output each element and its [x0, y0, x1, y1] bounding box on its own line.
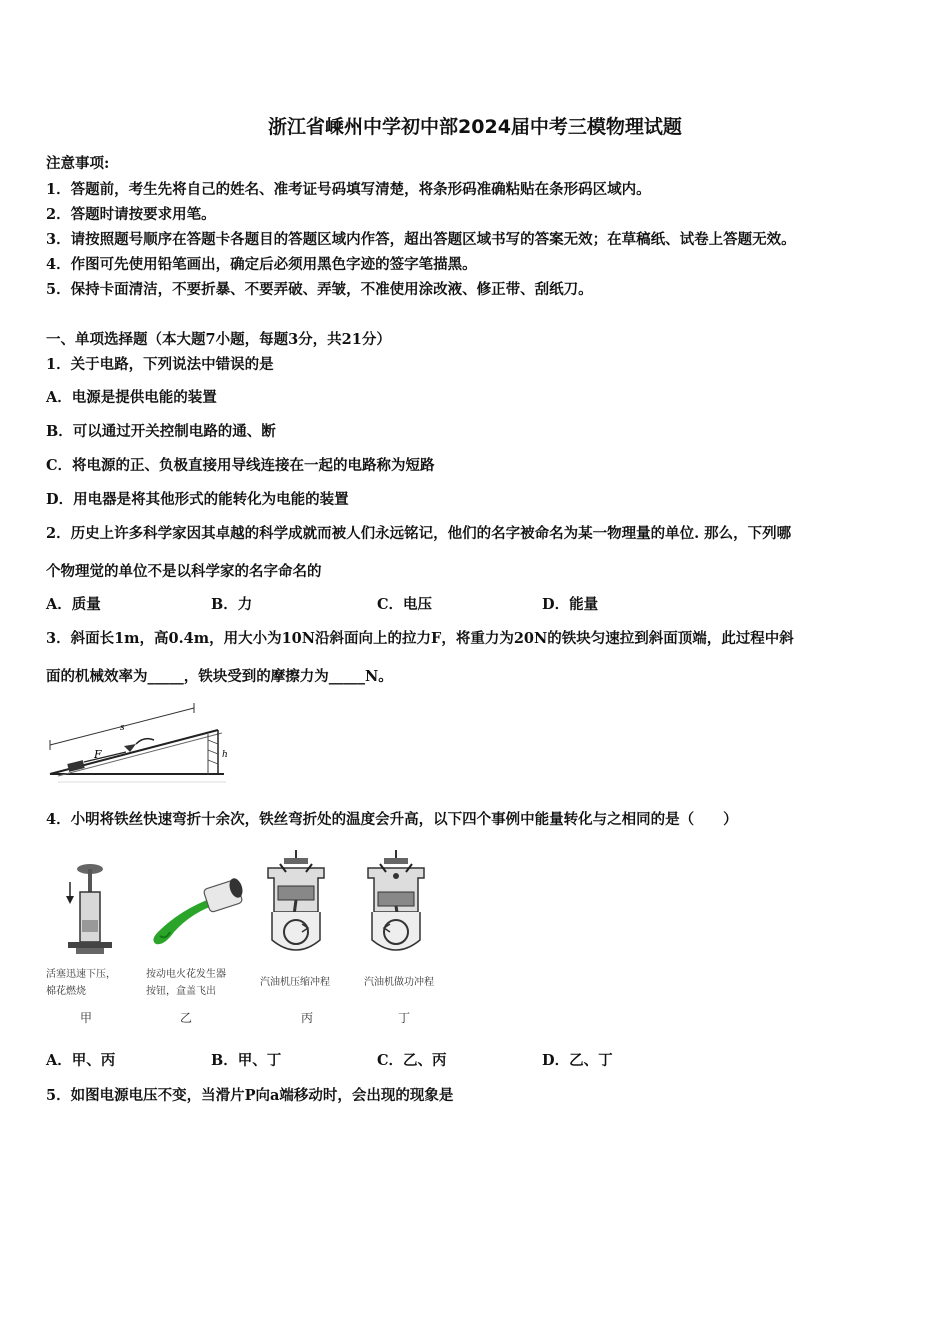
fig-ding-label: 丁: [397, 1011, 410, 1025]
hand-icon: [136, 739, 154, 744]
q1-option-d: D．用电器是将其他形式的能转化为电能的装置: [46, 491, 349, 508]
q2-option-c: C．电压: [377, 596, 433, 613]
fig-jia-caption-line1: 活塞迅速下压，: [46, 969, 116, 980]
q2-stem-line2: 个物理觉的单位不是以科学家的名字命名的: [46, 563, 322, 580]
notice-item-3: 3．请按照题号顺序在答题卡各题目的答题区域内作答，超出答题区域书写的答案无效；在草稿纸、试卷上答题无效。: [46, 231, 796, 248]
q1-option-b: B．可以通过开关控制电路的通、断: [46, 423, 276, 440]
spark-generator-figure: [140, 870, 245, 950]
notice-item-2: 2．答题时请按要求用笔。: [46, 206, 216, 223]
q1-option-c: C．将电源的正、负极直接用导线连接在一起的电路称为短路: [46, 457, 435, 474]
fig-jia-caption: [46, 966, 116, 1000]
q1-stem: 1．关于电路，下列说法中错误的是: [46, 356, 274, 373]
fig-yi-label: 乙: [179, 1011, 192, 1025]
notice-item-4: 4．作图可先使用铅笔画出，确定后必须用黑色字迹的签字笔描黑。: [46, 256, 477, 273]
q1-option-a: A．电源是提供电能的装置: [46, 389, 217, 406]
height-label: h: [222, 750, 228, 760]
engine-compression-figure: [262, 850, 330, 960]
section-heading: 一、单项选择题（本大题7小题，每题3分，共21分）: [46, 331, 391, 348]
length-label: s: [120, 723, 125, 733]
fire-syringe-figure: [60, 860, 120, 960]
q3-stem-line2: 面的机械效率为_____，铁块受到的摩擦力为_____N。: [46, 668, 393, 685]
q2-option-a: A．质量: [46, 596, 101, 613]
notice-item-1: 1．答题前，考生先将自己的姓名、准考证号码填写清楚，将条形码准确粘贴在条形码区域内。: [46, 181, 651, 198]
fig-yi-caption-line2: 按钮，盒盖飞出: [146, 986, 216, 997]
fig-yi-caption: [146, 966, 226, 1000]
q2-option-d: D．能量: [542, 596, 599, 613]
incline-figure: [46, 700, 236, 785]
q5-stem: 5．如图电源电压不变，当滑片P向a端移动时，会出现的现象是: [46, 1087, 454, 1104]
q4-option-d: D．乙、丁: [542, 1052, 613, 1069]
q4-option-c: C．乙、丙: [377, 1052, 447, 1069]
q2-stem-line1: 2．历史上许多科学家因其卓越的科学成就而被人们永远铭记，他们的名字被命名为某一物理量的单位. 那么，下列哪: [46, 525, 792, 542]
q4-option-a: A．甲、丙: [46, 1052, 116, 1069]
fig-ding-caption: 汽油机做功冲程: [364, 977, 434, 988]
q4-option-b: B．甲、丁: [211, 1052, 282, 1069]
fig-bing-label: 丙: [300, 1011, 313, 1025]
notice-item-5: 5．保持卡面清洁，不要折暴、不要弄破、弄皱，不准使用涂改液、修正带、刮纸刀。: [46, 281, 593, 298]
notice-heading: 注意事项:: [46, 155, 110, 172]
q2-option-b: B．力: [211, 596, 253, 613]
down-arrow-icon: [66, 896, 74, 904]
engine-power-figure: [362, 850, 430, 960]
page-title: 浙江省嵊州中学初中部2024届中考三模物理试题: [268, 116, 682, 138]
fig-bing-caption: 汽油机压缩冲程: [260, 977, 330, 988]
q3-stem-line1: 3．斜面长1m，高0.4m，用大小为10N沿斜面向上的拉力F，将重力为20N的铁块匀速拉到斜面顶端，此过程中斜: [46, 630, 794, 647]
fig-yi-caption-line1: 按动电火花发生器: [146, 969, 226, 980]
force-label: F: [94, 748, 102, 761]
fig-jia-caption-line2: 棉花燃烧: [46, 986, 86, 997]
arrow-icon: [124, 744, 136, 752]
q4-stem: 4．小明将铁丝快速弯折十余次，铁丝弯折处的温度会升高，以下四个事例中能量转化与之相同的是（ ）: [46, 811, 738, 828]
fig-jia-label: 甲: [79, 1011, 92, 1025]
